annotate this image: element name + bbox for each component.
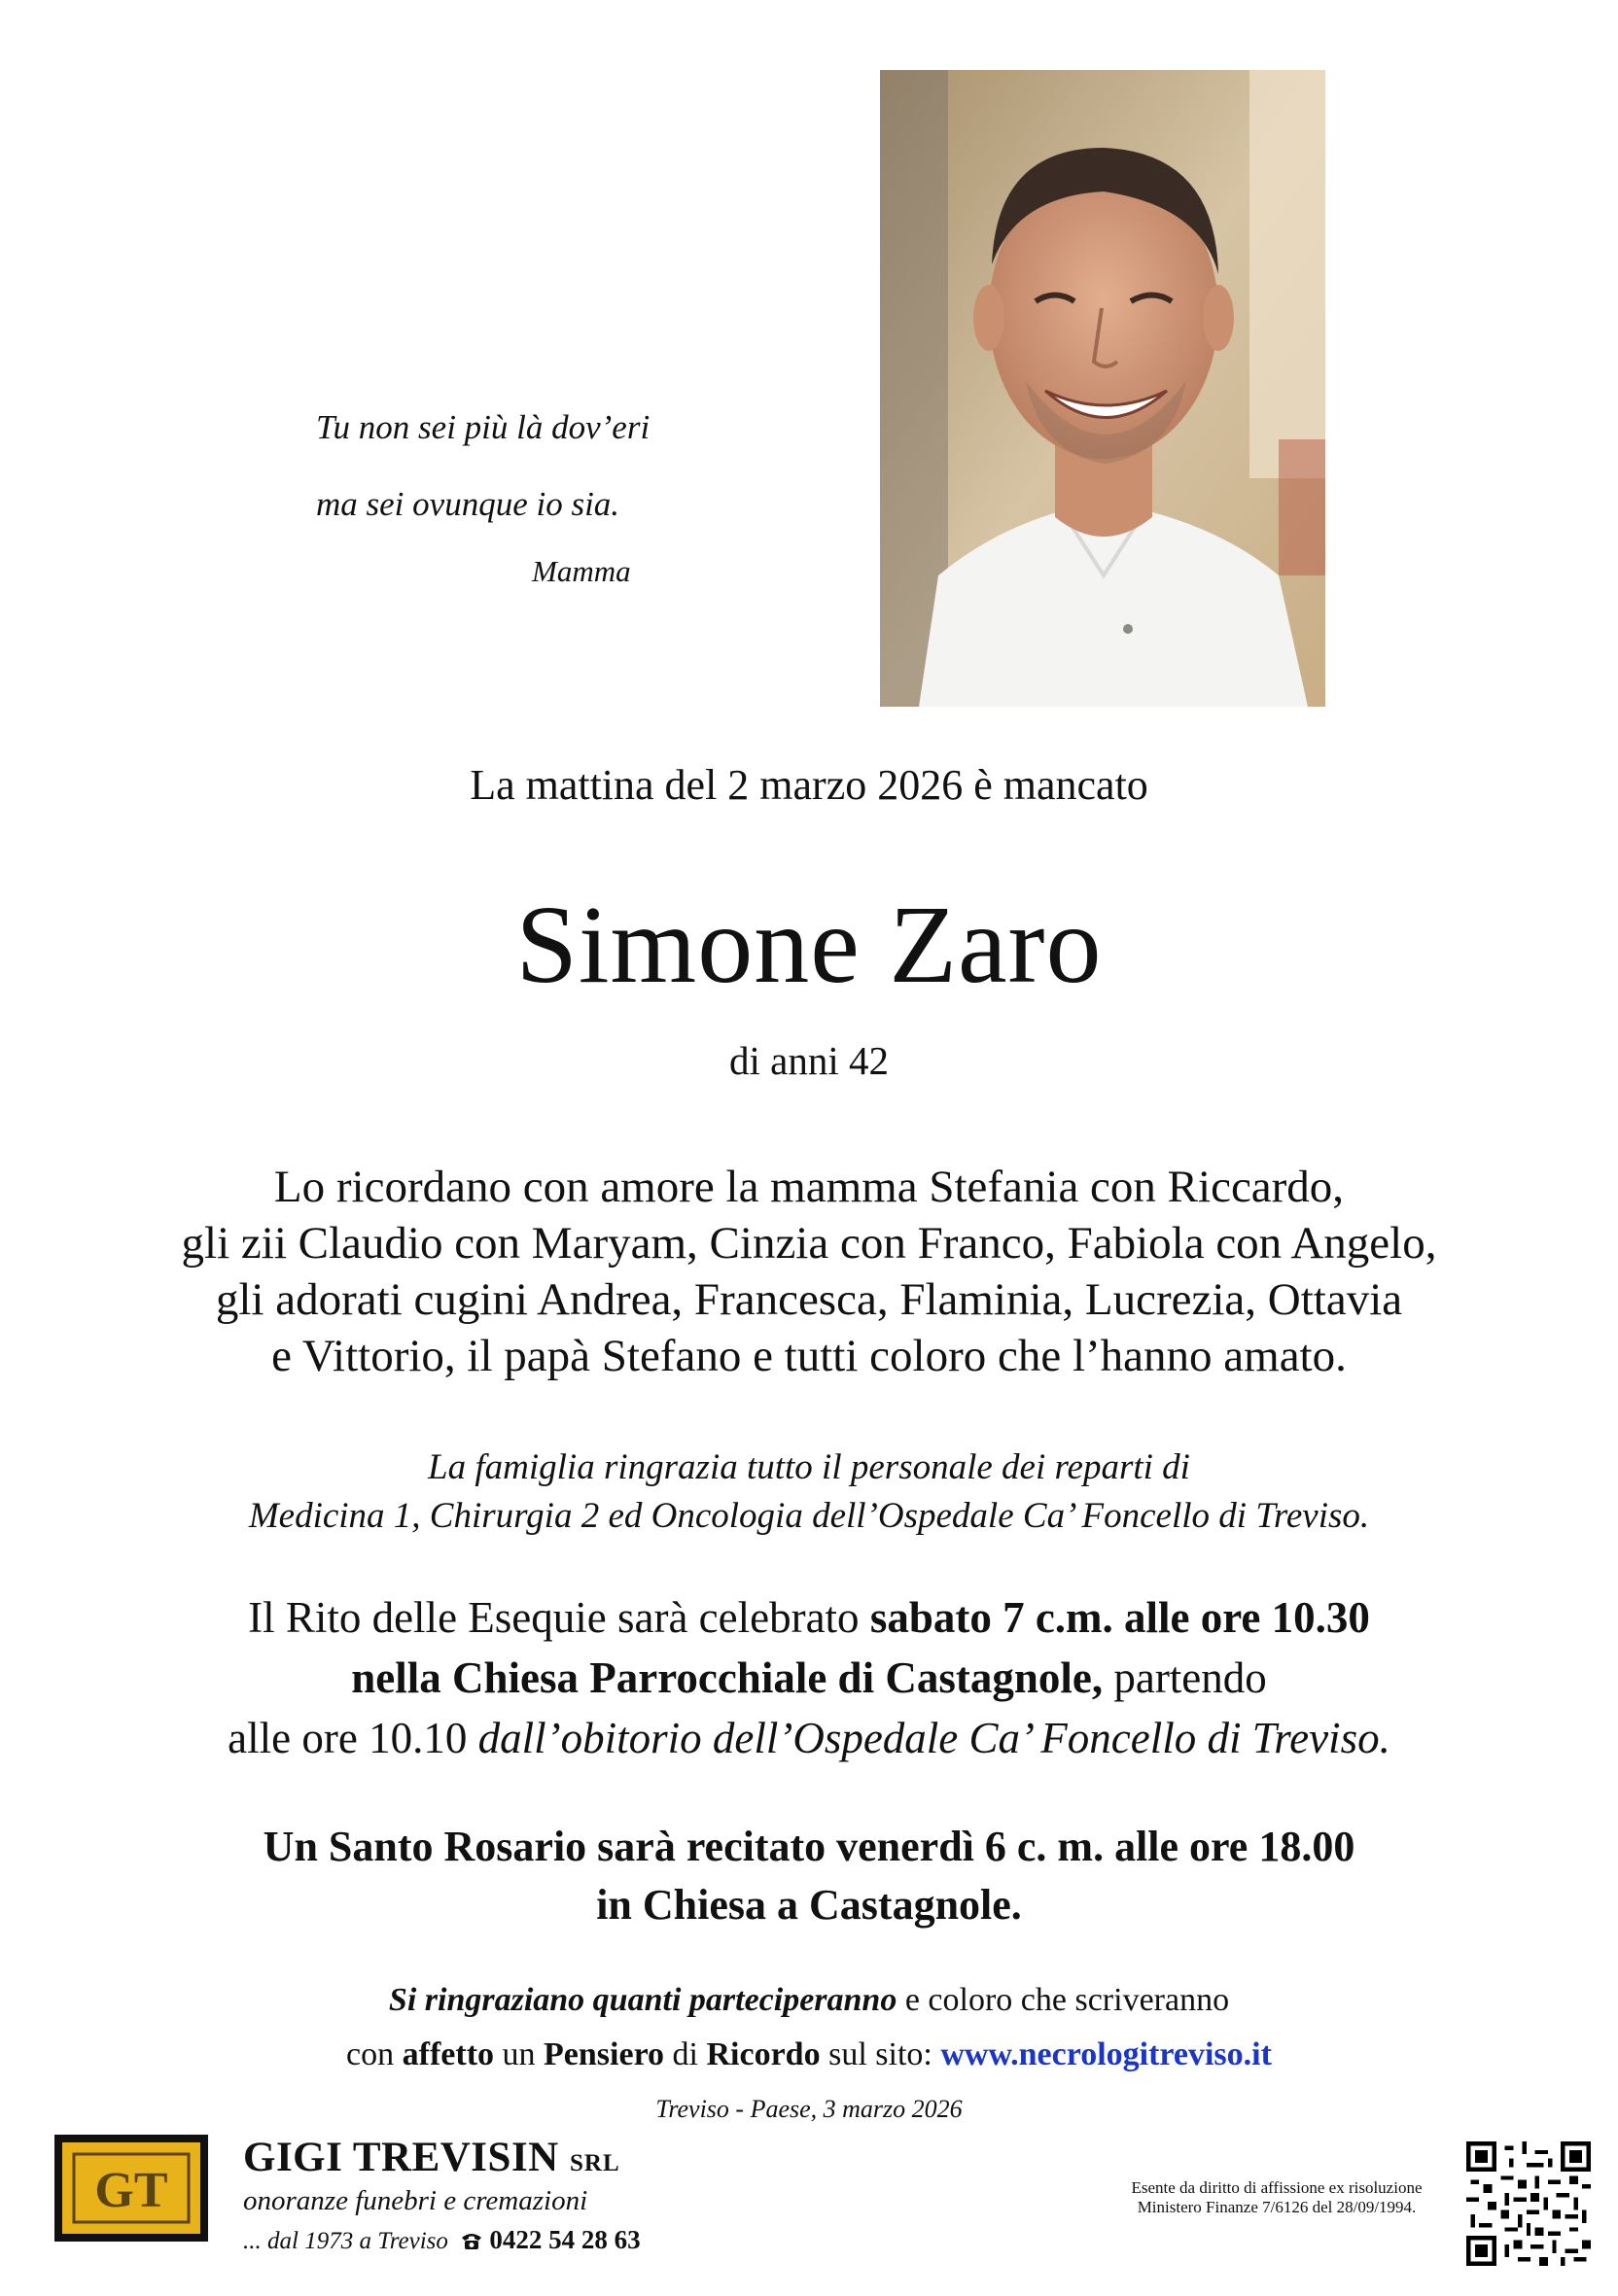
thanks-line: La famiglia ringrazia tutto il personale dei reparti di — [428, 1447, 1190, 1487]
death-announcement: La mattina del 2 marzo 2026 è mancato — [470, 761, 1148, 809]
rite-line — [0, 1587, 1618, 1648]
quote-line: Tu non sei più là dov’eri — [316, 408, 651, 446]
family-line: gli adorati cugini Andrea, Francesca, Flaminia, Lucrezia, Ottavia — [215, 1274, 1403, 1325]
quote-signature: Mamma — [532, 554, 631, 588]
company-suffix: SRL — [570, 2150, 620, 2176]
company-since-line — [243, 2225, 641, 2255]
family-line: Lo ricordano con amore la mamma Stefania con Riccardo, — [273, 1162, 1345, 1212]
rosary-info — [0, 1818, 1618, 1934]
rite-church: nella Chiesa Parrocchiale di Castagnole, — [351, 1653, 1104, 1702]
rite-line — [0, 1708, 1618, 1768]
funeral-company — [243, 2134, 641, 2255]
rite-departure: dall’obitorio dell’Ospedale Ca’ Foncello di Treviso. — [477, 1714, 1390, 1762]
thanks-line: Medicina 1, Chirurgia 2 ed Oncologia dell’Ospedale Ca’ Foncello di Treviso. — [248, 1496, 1370, 1536]
company-logo — [54, 2135, 208, 2242]
exempt-line: Esente da diritto di affissione ex risoluzione — [1131, 2178, 1423, 2197]
closing-bold: Ricordo — [706, 2036, 821, 2072]
exempt-line: Ministero Finanze 7/6126 del 28/09/1994. — [1137, 2198, 1417, 2216]
closing-thanks — [0, 1973, 1618, 2082]
closing-text: un — [494, 2036, 545, 2072]
company-tagline: onoranze funebri e cremazioni — [243, 2185, 588, 2216]
closing-text: con — [346, 2036, 403, 2072]
deceased-age: di anni 42 — [729, 1038, 889, 1083]
closing-emphasis: Si ringraziano quanti parteciperanno — [388, 1982, 897, 2018]
company-since: ... dal 1973 a Treviso — [243, 2228, 448, 2254]
closing-line — [0, 1973, 1618, 2028]
portrait-photo — [880, 70, 1325, 707]
rite-datetime: sabato 7 c.m. alle ore 10.30 — [869, 1593, 1370, 1642]
closing-text: di — [664, 2036, 707, 2072]
closing-bold: Pensiero — [544, 2036, 665, 2072]
rosary-line: Un Santo Rosario sarà recitato venerdì 6 c. m. alle ore 18.00 — [263, 1823, 1355, 1870]
phone-icon — [454, 2228, 489, 2254]
place-date: Treviso - Paese, 3 marzo 2026 — [655, 2095, 963, 2123]
rite-text: partendo — [1103, 1653, 1267, 1702]
hospital-thanks — [0, 1444, 1618, 1541]
closing-text: e coloro che scriveranno — [897, 1982, 1230, 2018]
company-phone: 0422 54 28 63 — [489, 2225, 641, 2254]
closing-text: sul sito: — [820, 2036, 941, 2072]
company-name-line — [243, 2134, 641, 2181]
funeral-rite-info — [0, 1587, 1618, 1768]
family-line: e Vittorio, il papà Stefano e tutti coloro che l’hanno amato. — [271, 1331, 1347, 1381]
memorial-quote — [316, 389, 724, 601]
company-name: GIGI TREVISIN — [243, 2135, 559, 2180]
rite-text: alle ore 10.10 — [228, 1714, 478, 1762]
deceased-name: Simone Zaro — [515, 883, 1103, 1006]
closing-bold: affetto — [402, 2036, 495, 2072]
quote-line: ma sei ovunque io sia. — [316, 485, 620, 523]
tax-exemption-note — [1097, 2178, 1457, 2217]
logo-monogram: GT — [94, 2163, 168, 2218]
rosary-line: in Chiesa a Castagnole. — [596, 1881, 1022, 1929]
rite-text: Il Rito delle Esequie sarà celebrato — [248, 1593, 870, 1642]
necrologi-website-link[interactable]: www.necrologitreviso.it — [940, 2036, 1272, 2072]
rite-line — [0, 1648, 1618, 1708]
qr-code-icon[interactable] — [1466, 2141, 1591, 2266]
family-line: gli zii Claudio con Maryam, Cinzia con Franco, Fabiola con Angelo, — [181, 1218, 1437, 1269]
family-mourners — [0, 1159, 1618, 1384]
closing-line — [0, 2028, 1618, 2082]
